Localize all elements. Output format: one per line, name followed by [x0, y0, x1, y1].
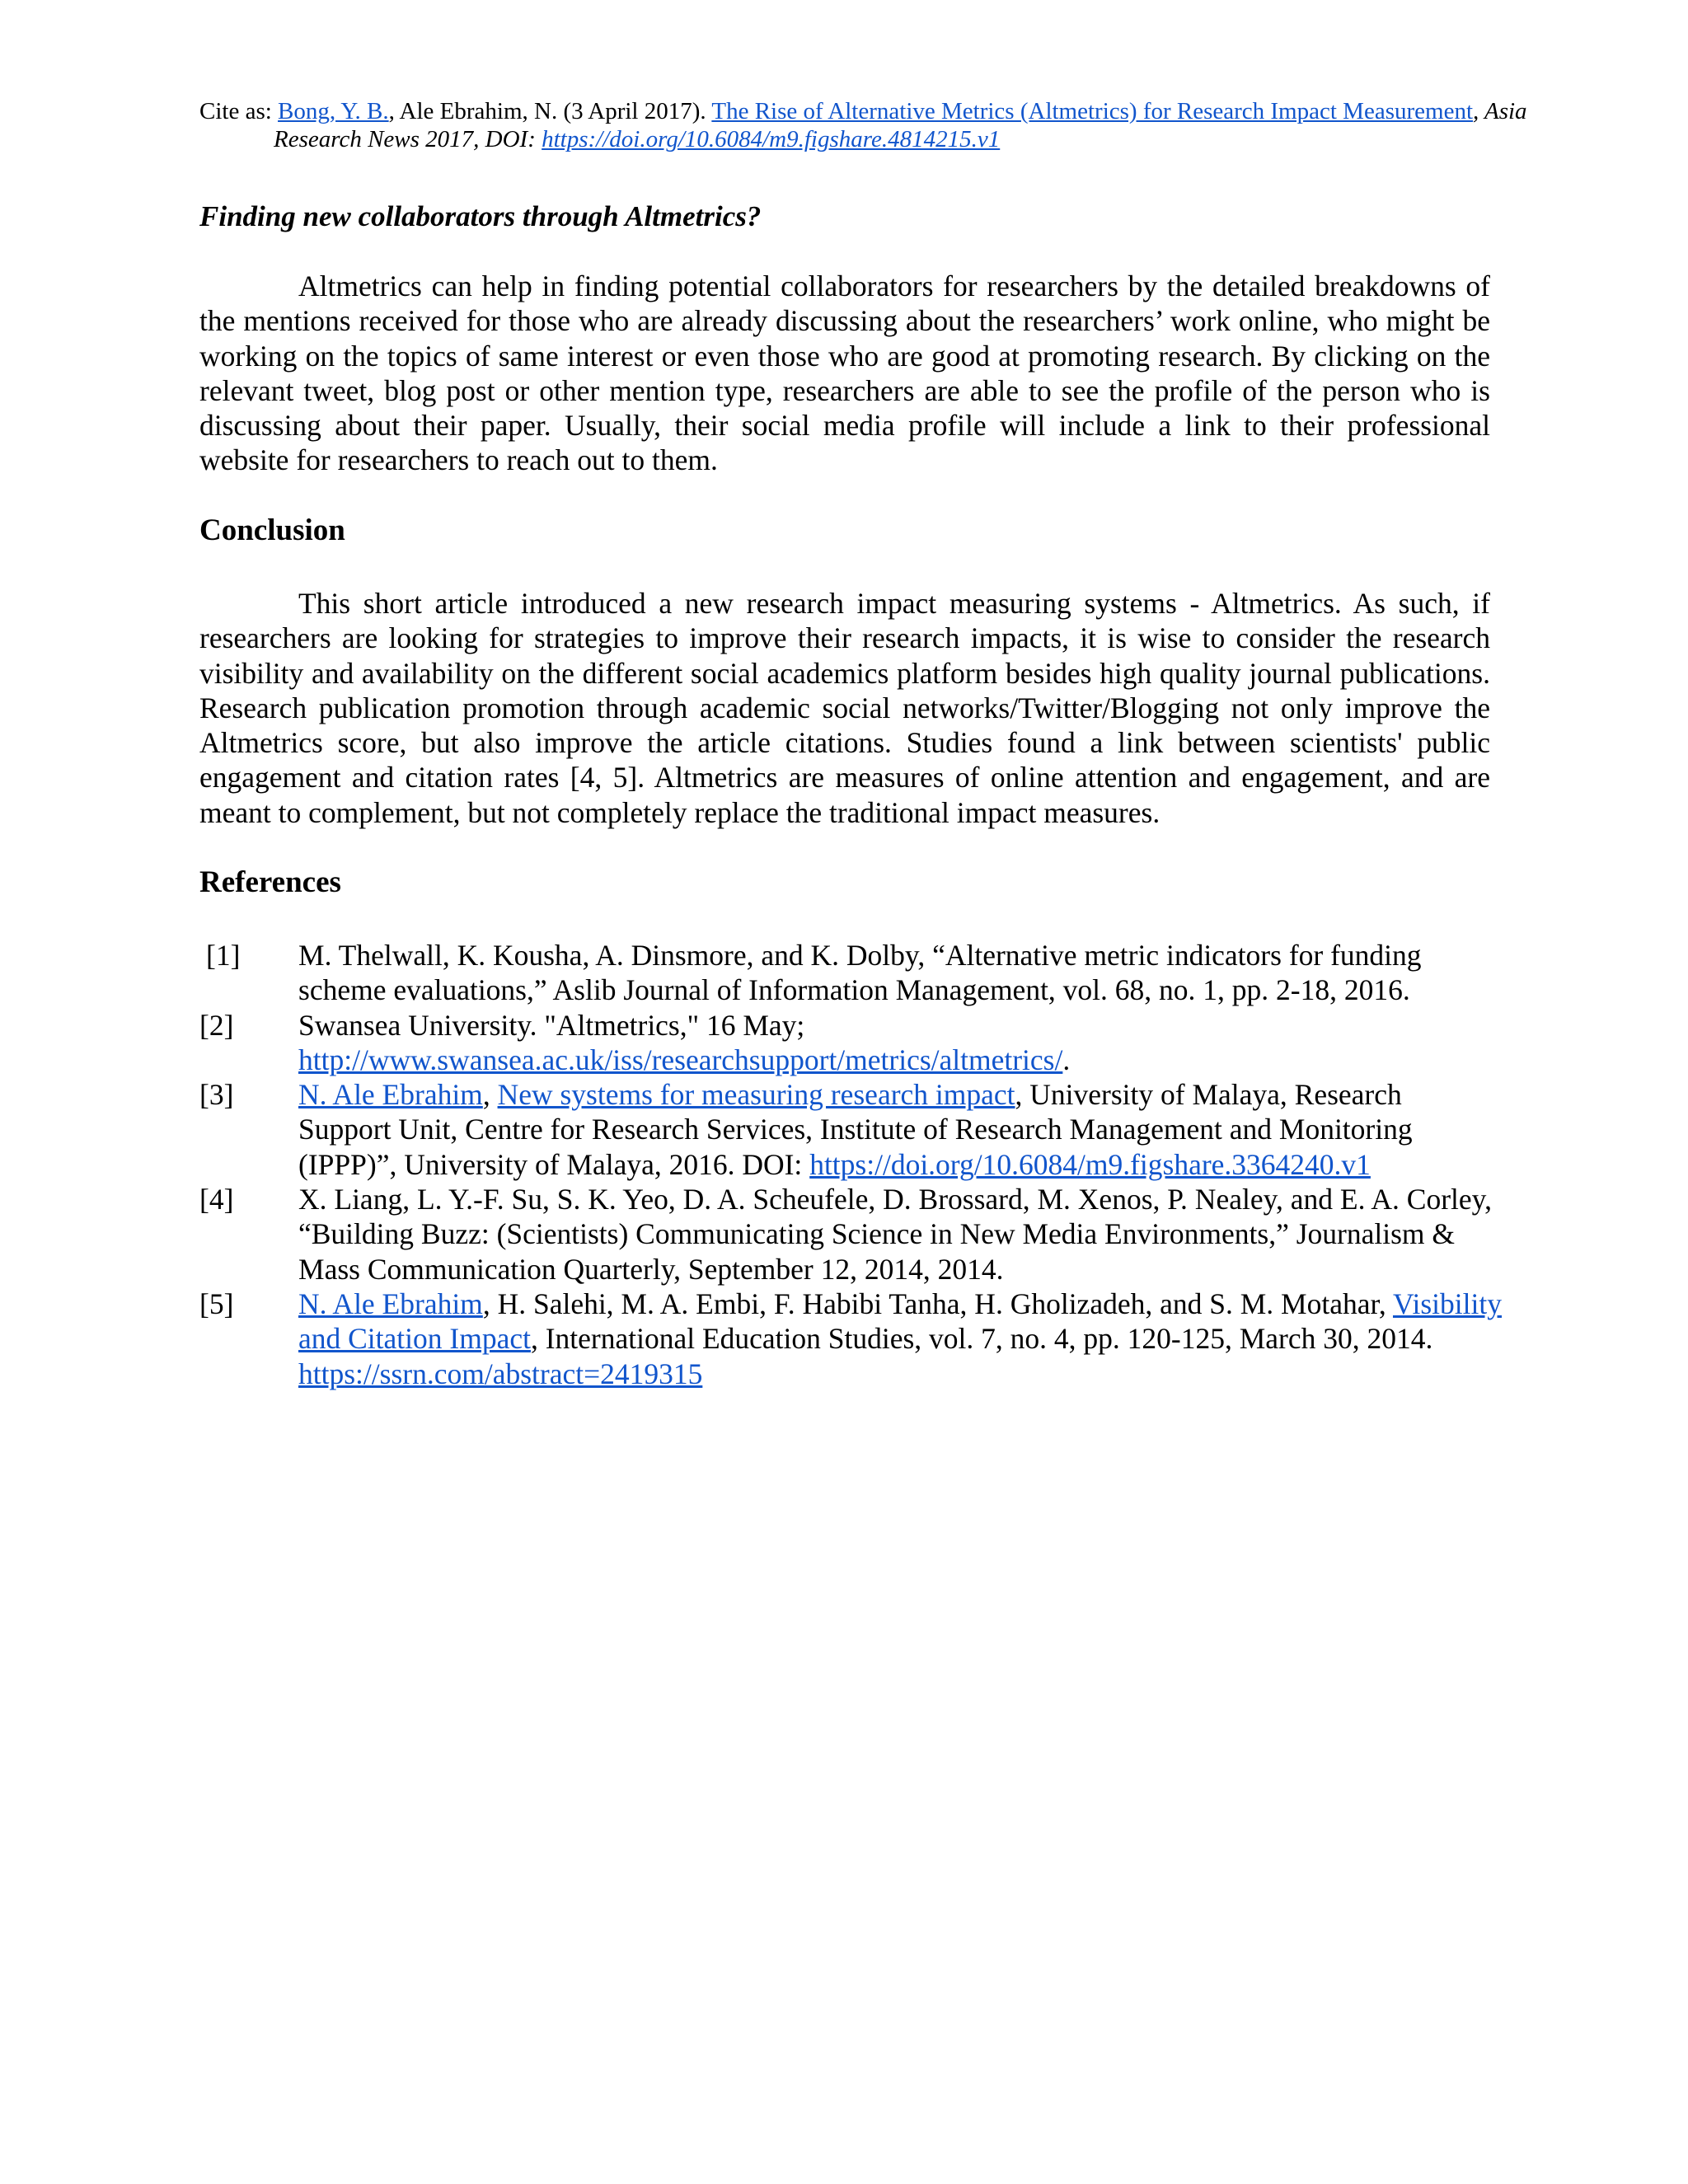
- reference-text: X. Liang, L. Y.-F. Su, S. K. Yeo, D. A. Scheufele, D. Brossard, M. Xenos, P. Nealey, and E. A. Corley, “Building Buzz: (Scientists) Communicating Science in New Media Environments,” Journalism & Mass Communication Quarterly, September 12, 2014, 2014.: [298, 1183, 1492, 1286]
- reference-item-4: [199, 1182, 1502, 1286]
- reference-text-2: , International Education Studies, vol. 7, no. 4, pp. 120-125, March 30, 2014.: [530, 1322, 1433, 1356]
- doi-link[interactable]: [542, 126, 1000, 152]
- reference-title-link[interactable]: New systems for measuring research impact: [497, 1078, 1015, 1112]
- author-link-bong[interactable]: Bong, Y. B.: [278, 98, 389, 124]
- reference-number: [1]: [206, 939, 241, 972]
- doi-link-text: https://doi.org/10.6084/m9.figshare.4814215.v1: [542, 126, 1001, 152]
- reference-item-3: [199, 1077, 1502, 1182]
- reference-number: [2]: [199, 1008, 234, 1042]
- reference-title-link[interactable]: Visibility and Citation Impact: [298, 1286, 1502, 1356]
- author-link-ale-ebrahim[interactable]: N. Ale Ebrahim: [298, 1078, 483, 1112]
- section-heading-collaborators: Finding new collaborators through Altmetrics?: [199, 200, 762, 232]
- cite-authors-date: , Ale Ebrahim, N. (3 April 2017).: [388, 98, 712, 124]
- reference-list: [199, 938, 1502, 1391]
- reference-text: , University of Malaya, Research Support Unit, Centre for Research Services, Institute of Research Management and Monitoring (IPPP)”, University of Malaya, 2016. DOI:: [298, 1078, 1413, 1181]
- reference-item-1: [199, 938, 1502, 1008]
- cite-prefix: Cite as:: [199, 98, 279, 124]
- section-heading-conclusion: Conclusion: [199, 513, 345, 547]
- swansea-url-link[interactable]: http://www.swansea.ac.uk/iss/researchsupport/metrics/altmetrics/: [298, 1043, 1063, 1076]
- ssrn-url-link[interactable]: https://ssrn.com/abstract=2419315: [298, 1357, 703, 1390]
- author-link-ale-ebrahim[interactable]: N. Ale Ebrahim: [298, 1286, 483, 1320]
- reference-end: .: [1062, 1043, 1071, 1076]
- reference-number: [3]: [199, 1078, 234, 1112]
- paragraph-conclusion: This short article introduced a new research impact measuring systems - Altmetrics. As such, if researchers are looking for strategies to improve their research impacts, it is wise to consider the research visibility and availability on the different social academics platform besides high quality journal publications. Research publication promotion through academic social networks/Twitter/Blogging not only improve the Altmetrics score, but also improve the article citations. Studies found a link between scientists' public engagement and citation rates [4, 5]. Altmetrics are measures of online attention and engagement, and are meant to complement, but not completely replace the traditional impact measures.: [199, 587, 1490, 829]
- reference-text: M. Thelwall, K. Kousha, A. Dinsmore, and K. Dolby, “Alternative metric indicators for funding scheme evaluations,” Aslib Journal of Information Management, vol. 68, no. 1, pp. 2-18, 2016.: [298, 939, 1422, 1007]
- citation-header: [199, 97, 1559, 153]
- reference-separator: ,: [482, 1078, 498, 1112]
- reference-number: [5]: [199, 1286, 234, 1320]
- article-title-link[interactable]: The Rise of Alternative Metrics (Altmetrics) for Research Impact Measurement: [711, 98, 1473, 124]
- reference-number: [4]: [199, 1183, 234, 1216]
- reference-item-2: [199, 1008, 1502, 1078]
- reference-text: , H. Salehi, M. A. Embi, F. Habibi Tanha, H. Gholizadeh, and S. M. Motahar,: [482, 1286, 1393, 1320]
- cite-journal-doi-label: , Asia Research News 2017, DOI:: [274, 98, 1527, 152]
- reference-doi-link[interactable]: https://doi.org/10.6084/m9.figshare.3364240.v1: [809, 1147, 1371, 1181]
- reference-text: Swansea University. "Altmetrics," 16 May;: [298, 1008, 805, 1042]
- section-heading-references: References: [199, 865, 341, 899]
- reference-item-5: [199, 1286, 1502, 1391]
- paragraph-collaborators: Altmetrics can help in finding potential collaborators for researchers by the detailed breakdowns of the mentions received for those who are already discussing about the researchers’ work online, who might be working on the topics of same interest or even those who are good at promoting research. By clicking on the relevant tweet, blog post or other mention type, researchers are able to see the profile of the person who is discussing about their paper. Usually, their social media profile will include a link to their professional website for researchers to reach out to them.: [199, 269, 1490, 477]
